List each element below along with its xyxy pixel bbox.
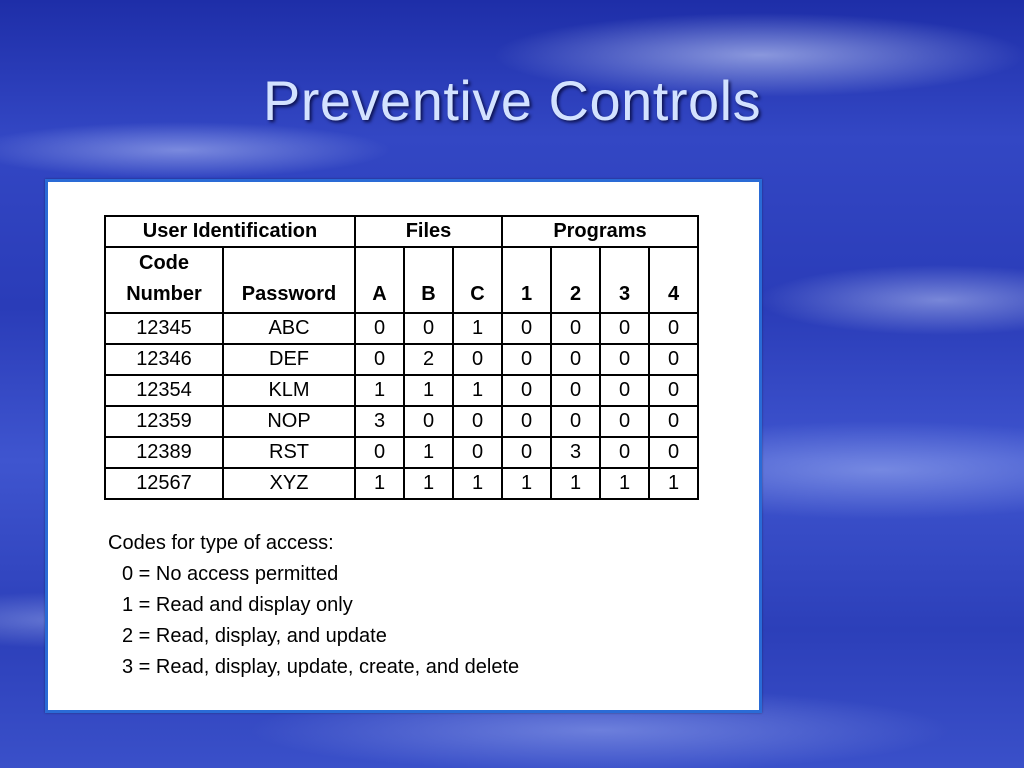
program-3-cell: 0 [600, 344, 649, 375]
header-programs: Programs [502, 216, 698, 247]
password-cell: XYZ [223, 468, 355, 499]
program-2-cell: 1 [551, 468, 600, 499]
header-program-3: 3 [600, 247, 649, 313]
table-row [105, 437, 698, 468]
program-4-cell: 0 [649, 437, 698, 468]
program-1-cell: 0 [502, 313, 551, 344]
program-2-cell: 0 [551, 375, 600, 406]
header-code-line2: Number [126, 283, 202, 305]
program-1-cell: 0 [502, 437, 551, 468]
program-2-cell: 0 [551, 344, 600, 375]
table-row [105, 468, 698, 499]
code-number-cell: 12359 [105, 406, 223, 437]
program-3-cell: 1 [600, 468, 649, 499]
file-a-cell: 0 [355, 344, 404, 375]
program-3-cell: 0 [600, 406, 649, 437]
program-1-cell: 0 [502, 406, 551, 437]
table-row [105, 406, 698, 437]
access-code-legend [108, 528, 519, 683]
program-1-cell: 0 [502, 344, 551, 375]
header-program-4: 4 [649, 247, 698, 313]
header-file-a: A [355, 247, 404, 313]
header-program-1: 1 [502, 247, 551, 313]
file-c-cell: 1 [453, 468, 502, 499]
header-file-b: B [404, 247, 453, 313]
file-a-cell: 1 [355, 468, 404, 499]
content-panel [45, 179, 762, 713]
file-c-cell: 1 [453, 375, 502, 406]
code-number-cell: 12345 [105, 313, 223, 344]
program-2-cell: 0 [551, 313, 600, 344]
code-number-cell: 12567 [105, 468, 223, 499]
file-a-cell: 3 [355, 406, 404, 437]
program-3-cell: 0 [600, 375, 649, 406]
program-4-cell: 0 [649, 406, 698, 437]
file-c-cell: 0 [453, 344, 502, 375]
code-number-cell: 12346 [105, 344, 223, 375]
slide-title: Preventive Controls [262, 69, 762, 132]
password-cell: NOP [223, 406, 355, 437]
program-1-cell: 1 [502, 468, 551, 499]
program-3-cell: 0 [600, 437, 649, 468]
code-number-cell: 12354 [105, 375, 223, 406]
file-b-cell: 1 [404, 375, 453, 406]
file-c-cell: 0 [453, 406, 502, 437]
access-control-table [104, 215, 699, 500]
table-row [105, 375, 698, 406]
file-c-cell: 0 [453, 437, 502, 468]
password-cell: KLM [223, 375, 355, 406]
program-4-cell: 1 [649, 468, 698, 499]
table-column-header-row [105, 247, 698, 313]
program-4-cell: 0 [649, 375, 698, 406]
code-number-cell: 12389 [105, 437, 223, 468]
file-a-cell: 1 [355, 375, 404, 406]
legend-item: 3 = Read, display, update, create, and delete [122, 656, 520, 678]
file-b-cell: 2 [404, 344, 453, 375]
password-cell: RST [223, 437, 355, 468]
file-b-cell: 0 [404, 313, 453, 344]
header-code-line1: Code [139, 252, 189, 274]
program-2-cell: 3 [551, 437, 600, 468]
program-4-cell: 0 [649, 313, 698, 344]
legend-heading: Codes for type of access: [108, 532, 334, 554]
header-code-number [105, 247, 223, 313]
table-row [105, 313, 698, 344]
legend-item: 0 = No access permitted [122, 563, 339, 585]
file-c-cell: 1 [453, 313, 502, 344]
password-cell: DEF [223, 344, 355, 375]
program-2-cell: 0 [551, 406, 600, 437]
header-user-identification: User Identification [105, 216, 355, 247]
header-file-c: C [453, 247, 502, 313]
file-b-cell: 1 [404, 468, 453, 499]
legend-item: 1 = Read and display only [122, 594, 353, 616]
password-cell: ABC [223, 313, 355, 344]
file-b-cell: 0 [404, 406, 453, 437]
header-password: Password [223, 247, 355, 313]
header-program-2: 2 [551, 247, 600, 313]
program-4-cell: 0 [649, 344, 698, 375]
file-b-cell: 1 [404, 437, 453, 468]
header-files: Files [355, 216, 502, 247]
legend-item: 2 = Read, display, and update [122, 625, 387, 647]
file-a-cell: 0 [355, 437, 404, 468]
program-3-cell: 0 [600, 313, 649, 344]
file-a-cell: 0 [355, 313, 404, 344]
table-group-header-row [105, 216, 698, 247]
table-row [105, 344, 698, 375]
program-1-cell: 0 [502, 375, 551, 406]
